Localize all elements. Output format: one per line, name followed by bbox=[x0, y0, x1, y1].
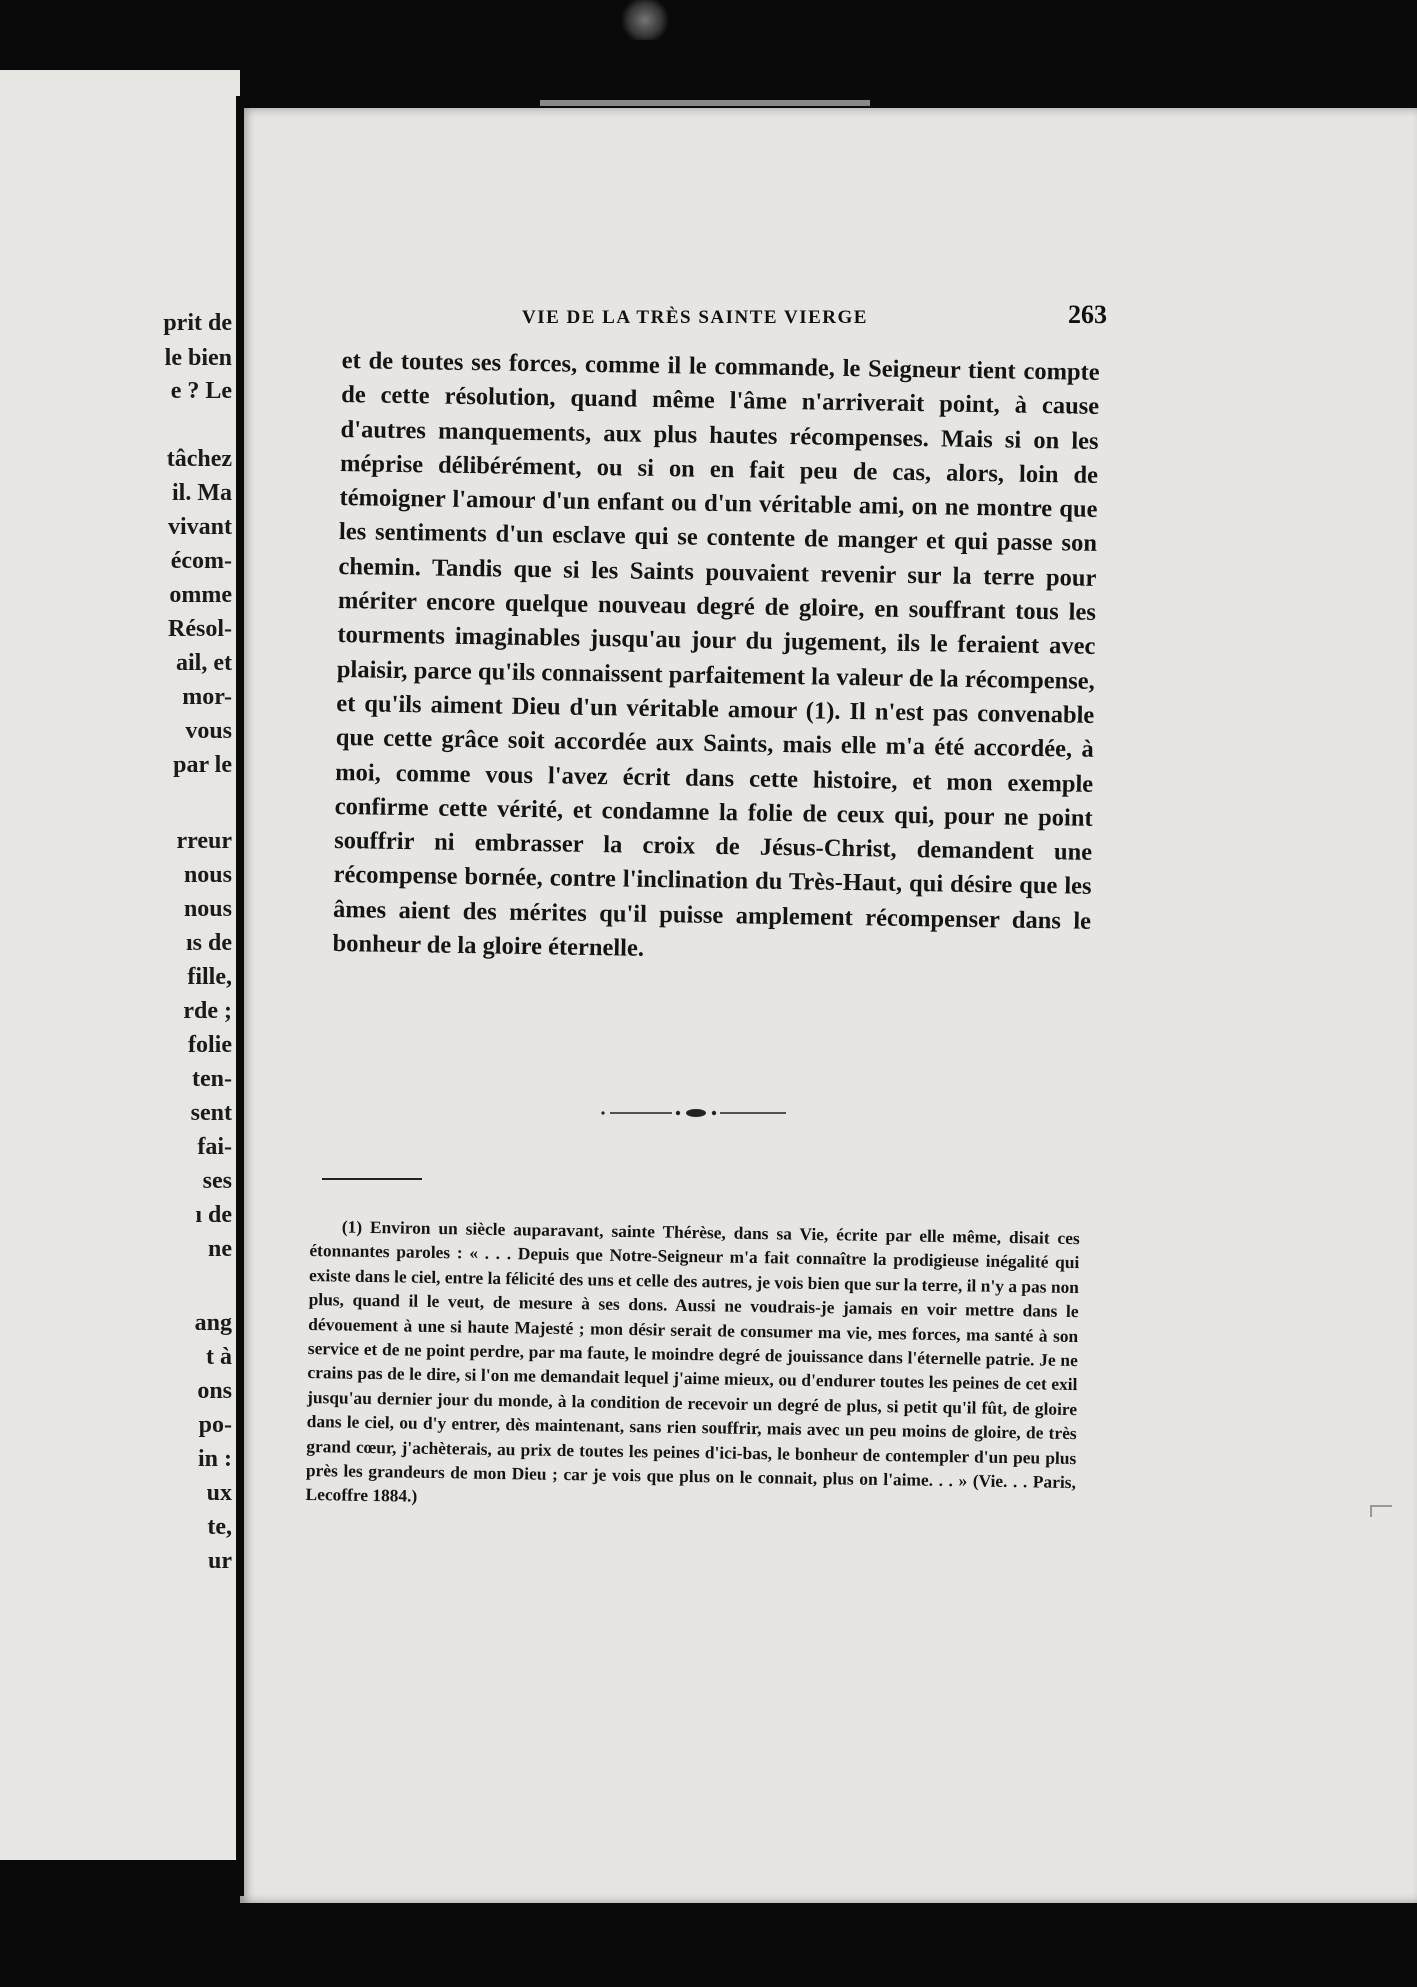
left-page-fragment: nous bbox=[183, 896, 232, 922]
left-page-fragment: te, bbox=[207, 1514, 232, 1540]
left-page-fragment: rde ; bbox=[183, 998, 232, 1024]
book-spine bbox=[236, 96, 244, 1896]
left-page-fragment: ne bbox=[208, 1236, 232, 1262]
left-page-fragment: folie bbox=[188, 1032, 232, 1058]
left-page-fragment: Résol- bbox=[168, 616, 232, 642]
running-header bbox=[522, 300, 1107, 330]
body-paragraph: et de toutes ses forces, comme il le commande, le Seigneur tient compte de cette résolution, quand même l'âme n'arriverait point, à cause d'autres manquements, aux plus hautes récompenses. Mais si on les méprise délibérément, ou si on en fait peu de cas, alors, loin de témoigner l'amour d'un enfant ou d'un véritable ami, on ne montre que les sentiments d'un esclave qui se contente de manger et qui passe son chemin. Tandis que si les Saints pouvaient revenir sur la terre pour mériter encore quelque nouveau degré de gloire, en souffrant tous les tourments imaginables jusqu'au jour du jugement, ils le feraient avec plaisir, parce qu'ils connaissent parfaitement la valeur de la récompense, et qu'ils aiment Dieu d'un véritable amour (1). Il n'est pas convenable que cette grâce soit accordée aux Saints, mais elle m'a été accordée, à moi, comme vous l'avez écrit dans cette histoire, et mon exemple confirme cette vérité, et condamne la folie de ceux qui, pour ne point souffrir ni embrasser la croix de Jésus-Christ, demandent une récompense bornée, contre l'inclination du Très-Haut, qui désire que les âmes aient des mérites qu'il puisse amplement récompenser dans le bonheur de la gloire éternelle. bbox=[332, 346, 1100, 962]
left-page-fragment: po- bbox=[198, 1412, 232, 1438]
left-page-fragment: mor- bbox=[182, 684, 232, 710]
left-page-fragment: vivant bbox=[167, 514, 232, 540]
running-title: VIE DE LA TRÈS SAINTE VIERGE bbox=[522, 307, 868, 328]
left-page-fragment: in : bbox=[197, 1446, 232, 1472]
footnote-rule bbox=[322, 1178, 422, 1180]
left-page-fragment: t à bbox=[206, 1344, 232, 1370]
left-page-fragment: tâchez bbox=[166, 446, 232, 472]
left-page-fragment: nous bbox=[183, 862, 232, 888]
footnote-text: (1) Environ un siècle auparavant, sainte Thérèse, dans sa Vie, écrite par elle même, disait ces étonnantes paroles : « . . . Depuis que Notre-Seigneur m'a fait connaître la prodigieuse inégalité qui existe dans le ciel, entre la félicité des uns et celle des autres, je vois bien que sur la terre, il n'y a pas non plus, quand il le veut, de mesure à ses dons. Aussi ne voudrais-je jamais en voir mettre dans le dévouement à une si haute Majesté ; mon désir serait de consumer ma vie, mes forces, ma santé à son service et de ne point perdre, par ma faute, le moindre degré de jouissance dans l'éternelle patrie. Je ne crains pas de le dire, si l'on me demandait lequel j'aime mieux, ou d'endurer toutes les peines de cet exil jusqu'au dernier jour du monde, à la condition de recevoir un degré de plus, si petit qu'il fût, de gloire dans le ciel, ou d'y entrer, dès maintenant, sans rien souffrir, mais avec un peu moins de gloire, de très grand cœur, j'achèterais, au prix de toutes les peines d'ici-bas, le bonheur de contempler d'un peu plus près les grandeurs de mon Dieu ; car je vois que plus on le connait, plus on l'aime. . . » (Vie. . . Paris, Lecoffre 1884.) bbox=[305, 1216, 1080, 1507]
left-page-fragment: ux bbox=[206, 1480, 232, 1506]
left-page-fragment: rreur bbox=[176, 828, 232, 854]
left-page-fragment: ten- bbox=[192, 1066, 232, 1092]
left-page-fragment: omme bbox=[169, 582, 232, 608]
left-page-fragment: vous bbox=[185, 718, 232, 744]
scan-smudge bbox=[620, 0, 670, 40]
left-page-fragment: ons bbox=[197, 1378, 232, 1404]
left-page-fragment: ıs de bbox=[185, 930, 232, 956]
top-page-edge bbox=[540, 100, 870, 106]
left-page-fragment: fai- bbox=[197, 1134, 232, 1160]
left-page-fragment: écom- bbox=[170, 548, 232, 574]
left-page-fragment: ur bbox=[208, 1548, 232, 1574]
left-page-fragment: ail, et bbox=[176, 650, 232, 676]
section-ornament bbox=[600, 1106, 790, 1120]
left-page-fragment: prit de bbox=[163, 310, 232, 336]
page-number: 263 bbox=[1068, 300, 1107, 329]
left-page bbox=[0, 70, 240, 1860]
left-page-fragment: par le bbox=[173, 752, 232, 778]
left-page-fragment: ı de bbox=[195, 1202, 232, 1228]
footnote bbox=[305, 1214, 1080, 1519]
left-page-fragment: e ? Le bbox=[170, 378, 232, 404]
left-page-fragment: fille, bbox=[187, 964, 232, 990]
left-page-fragment: ang bbox=[194, 1310, 232, 1336]
left-page-fragment: ses bbox=[202, 1168, 232, 1194]
margin-mark bbox=[1370, 1505, 1392, 1517]
left-page-fragment: le bien bbox=[164, 345, 232, 371]
left-page-fragment: sent bbox=[190, 1100, 232, 1126]
left-page-fragment: il. Ma bbox=[172, 480, 232, 506]
